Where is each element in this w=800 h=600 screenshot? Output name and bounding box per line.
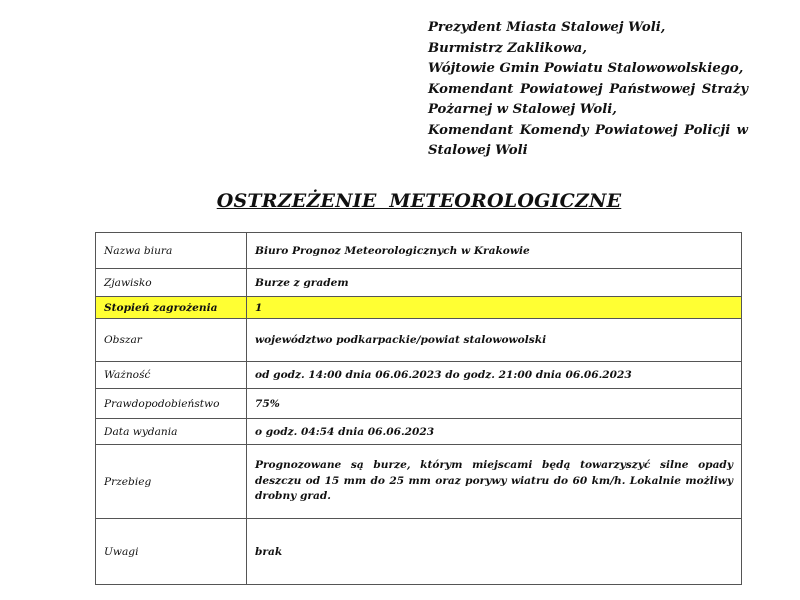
row-label: Obszar <box>96 319 247 362</box>
row-label: Nazwa biura <box>96 233 247 269</box>
table-row <box>96 362 742 389</box>
row-label: Prawdopodobieństwo <box>96 389 247 419</box>
table-row <box>96 419 742 445</box>
table-row <box>96 269 742 297</box>
table-row <box>96 319 742 362</box>
table-row <box>96 389 742 419</box>
warning-table <box>95 232 742 585</box>
table-row <box>96 519 742 585</box>
table-row-highlighted <box>96 297 742 319</box>
table-row <box>96 233 742 269</box>
row-value: Biuro Prognoz Meteorologicznych w Krakowie <box>247 233 742 269</box>
row-label: Uwagi <box>96 519 247 585</box>
addressee-line: Wójtowie Gmin Powiatu Stalowowolskiego, <box>428 61 744 76</box>
row-label: Zjawisko <box>96 269 247 297</box>
addressee-line: Komendant Powiatowej Państwowej Straży Pożarnej w Stalowej Woli, <box>428 81 748 117</box>
table-row <box>96 445 742 519</box>
row-value: 1 <box>247 297 742 319</box>
row-value: 75% <box>247 389 742 419</box>
addressee-line: Prezydent Miasta Stalowej Woli, <box>428 20 666 35</box>
row-label: Ważność <box>96 362 247 389</box>
row-value: Burze z gradem <box>247 269 742 297</box>
row-value: województwo podkarpackie/powiat stalowowolski <box>247 319 742 362</box>
document-title: OSTRZEŻENIE METEOROLOGICZNE <box>216 190 622 212</box>
addressee-block <box>428 18 748 162</box>
row-value: o godz. 04:54 dnia 06.06.2023 <box>247 419 742 445</box>
row-label: Przebieg <box>96 445 247 519</box>
addressee-line: Burmistrz Zaklikowa, <box>428 40 587 56</box>
row-value: brak <box>247 519 742 585</box>
row-value: Prognozowane są burze, którym miejscami będą towarzyszyć silne opady deszczu od 15 mm do 25 mm oraz porywy wiatru do 60 km/h. Lokalnie możliwy drobny grad. <box>247 445 742 519</box>
row-label: Data wydania <box>96 419 247 445</box>
row-label: Stopień zagrożenia <box>96 297 247 319</box>
row-value: od godz. 14:00 dnia 06.06.2023 do godz. 21:00 dnia 06.06.2023 <box>247 362 742 389</box>
addressee-line: Komendant Komendy Powiatowej Policji w Stalowej Woli <box>428 122 748 158</box>
